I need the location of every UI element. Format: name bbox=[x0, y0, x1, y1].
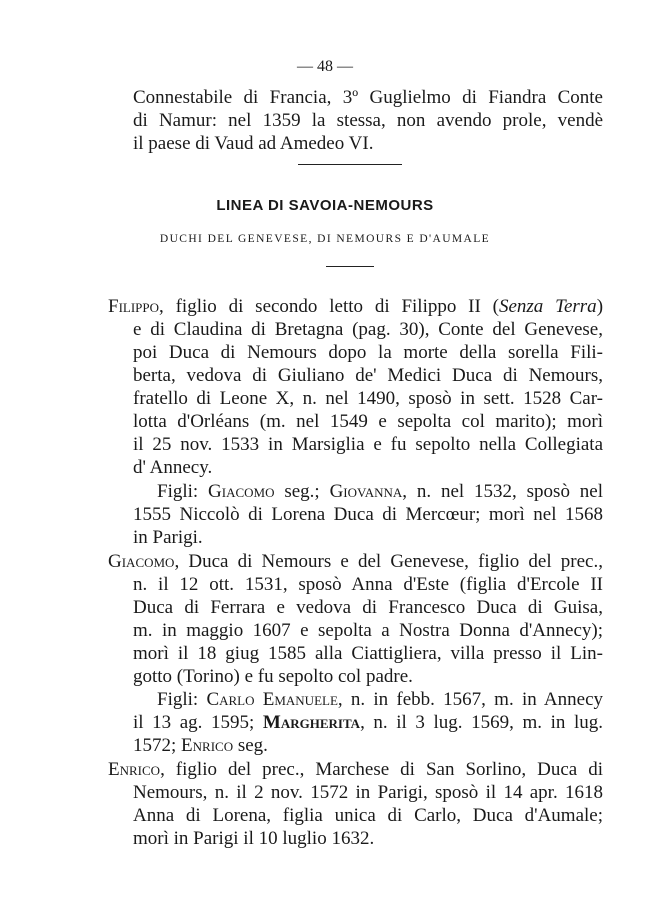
person-name: Giacomo bbox=[208, 481, 275, 502]
entry-filippo-line: d' Annecy. bbox=[133, 457, 213, 478]
person-name: Giacomo bbox=[108, 551, 175, 572]
entry-text: il 13 ag. 1595; bbox=[133, 712, 263, 733]
entry-filippo-line: poi Duca di Nemours dopo la morte della sorella Fili- bbox=[133, 342, 603, 363]
section-subheading: DUCHI DEL GENEVESE, DI NEMOURS E D'AUMALE bbox=[159, 233, 491, 245]
giacomo-children-line bbox=[157, 689, 603, 711]
epithet: Senza Terra bbox=[498, 296, 597, 317]
entry-giacomo-line: n. il 12 ott. 1531, sposò Anna d'Este (figlia d'Ercole II bbox=[133, 574, 603, 595]
entry-filippo-line: e di Claudina di Bretagna (pag. 30), Conte del Genevese, bbox=[133, 319, 603, 340]
entry-text: seg. bbox=[233, 735, 268, 756]
entry-filippo-line: il 25 nov. 1533 in Marsiglia e fu sepolto nella Collegiata bbox=[133, 434, 603, 455]
person-name: Enrico bbox=[108, 759, 161, 780]
entry-text: , n. il 3 lug. 1569, m. in lug. bbox=[360, 712, 603, 733]
page-number: — 48 — bbox=[297, 58, 353, 75]
entry-filippo-line: berta, vedova di Giuliano de' Medici Duca di Nemours, bbox=[133, 365, 603, 386]
separator-rule bbox=[326, 266, 374, 267]
separator-rule bbox=[298, 164, 402, 165]
giacomo-children-line bbox=[133, 735, 603, 757]
giacomo-children-line bbox=[133, 712, 603, 734]
section-heading: LINEA DI SAVOIA-NEMOURS bbox=[216, 197, 434, 214]
entry-text: ) bbox=[596, 296, 604, 317]
filippo-children-line bbox=[157, 481, 603, 503]
person-name: Carlo Emanuele bbox=[206, 689, 338, 710]
person-name: Filippo bbox=[108, 296, 160, 317]
entry-text: , figlio del prec., Marchese di San Sorlino, Duca di bbox=[160, 759, 603, 780]
entry-giacomo-line: gotto (Torino) e fu sepolto col padre. bbox=[133, 666, 413, 687]
entry-text: seg.; bbox=[274, 481, 330, 502]
entry-enrico-line bbox=[108, 759, 603, 781]
entry-text: , n. in febb. 1567, m. in Annecy bbox=[337, 689, 604, 710]
intro-line: di Namur: nel 1359 la stessa, non avendo prole, vendè bbox=[133, 110, 603, 131]
intro-line: il paese di Vaud ad Amedeo VI. bbox=[133, 133, 374, 154]
person-name: Enrico bbox=[181, 735, 234, 756]
children-label: Figli: bbox=[157, 689, 207, 710]
intro-line: Connestabile di Francia, 3º Guglielmo di Fiandra Conte bbox=[133, 87, 603, 108]
entry-text: , Duca di Nemours e del Genevese, figlio del prec., bbox=[174, 551, 603, 572]
entry-text: 1572; bbox=[133, 735, 182, 756]
filippo-children-line: in Parigi. bbox=[133, 527, 203, 548]
entry-filippo-line bbox=[108, 296, 603, 318]
entry-filippo-line: fratello di Leone X, n. nel 1490, sposò in sett. 1528 Car- bbox=[133, 388, 603, 409]
entry-filippo-line: lotta d'Orléans (m. nel 1549 e sepolta col marito); morì bbox=[133, 411, 603, 432]
entry-enrico-line: morì in Parigi il 10 luglio 1632. bbox=[133, 828, 375, 849]
children-label: Figli: bbox=[157, 481, 209, 502]
entry-giacomo-line: m. in maggio 1607 e sepolta a Nostra Donna d'Annecy); bbox=[133, 620, 603, 641]
person-name: Margherita bbox=[262, 712, 361, 733]
entry-enrico-line: Anna di Lorena, figlia unica di Carlo, Duca d'Aumale; bbox=[133, 805, 603, 826]
person-name: Giovanna bbox=[329, 481, 403, 502]
entry-giacomo-line bbox=[108, 551, 603, 573]
entry-giacomo-line: Duca di Ferrara e vedova di Francesco Duca di Guisa, bbox=[133, 597, 603, 618]
entry-giacomo-line: morì il 18 giug 1585 alla Ciattigliera, villa presso il Lin- bbox=[133, 643, 603, 664]
entry-text: , figlio di secondo letto di Filippo II ( bbox=[159, 296, 499, 317]
filippo-children-line: 1555 Niccolò di Lorena Duca di Mercœur; morì nel 1568 bbox=[133, 504, 603, 525]
entry-enrico-line: Nemours, n. il 2 nov. 1572 in Parigi, sposò il 14 apr. 1618 bbox=[133, 782, 603, 803]
entry-text: , n. nel 1532, sposò nel bbox=[402, 481, 604, 502]
